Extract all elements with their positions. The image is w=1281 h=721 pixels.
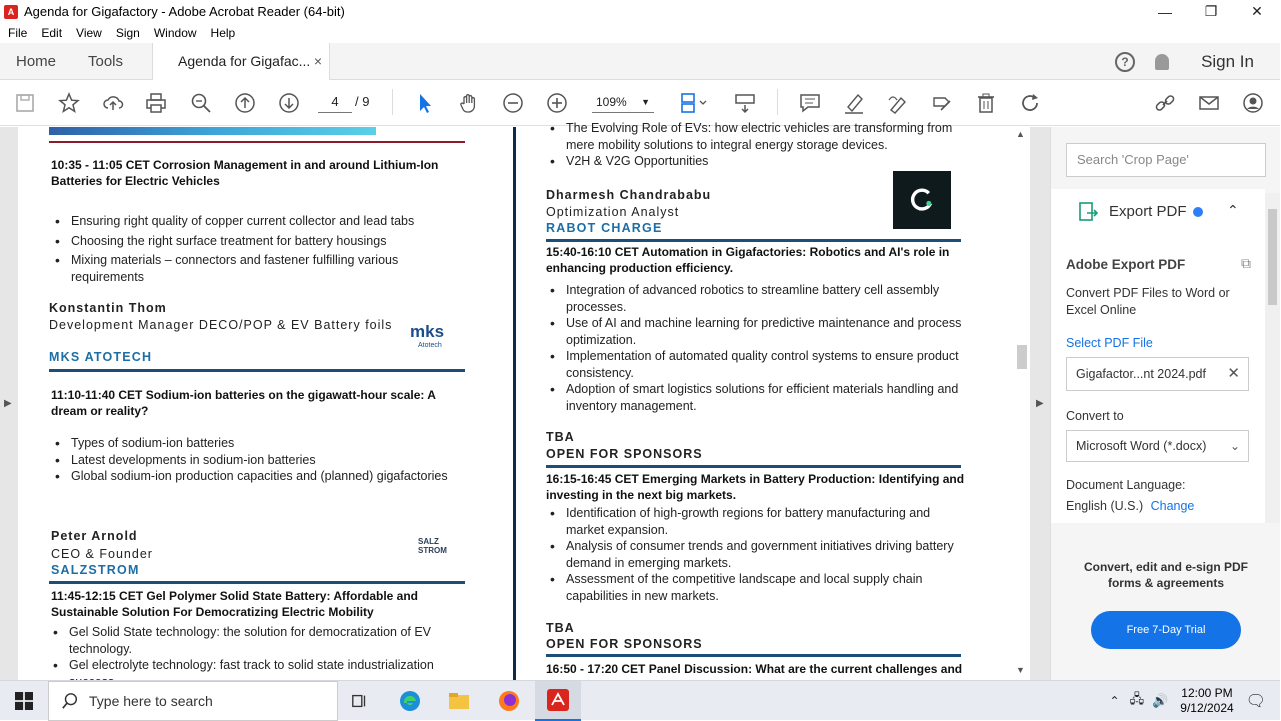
selected-file (1066, 357, 1249, 391)
rotate-icon[interactable] (1018, 91, 1042, 115)
session-bullets (546, 505, 966, 604)
system-tray (1110, 681, 1280, 721)
print-icon[interactable] (144, 91, 168, 115)
remove-file-icon[interactable]: ✕ (1227, 365, 1240, 382)
list-item: • Integration of advanced robotics to streamline battery cell assembly processes. (546, 282, 986, 315)
session-title: 15:40-16:10 CET Automation in Gigafactories: Robotics and AI's role in enhancing production efficiency. (546, 245, 950, 275)
menu-file[interactable]: File (8, 26, 28, 40)
list-item: • Choosing the right surface treatment for battery housings (51, 233, 461, 250)
notifications-icon[interactable]: 🗨 (1245, 693, 1266, 710)
menu-edit[interactable]: Edit (41, 26, 63, 40)
speaker-role: Development Manager DECO/POP & EV Battery foils (49, 318, 393, 332)
acrobat-taskbar-icon[interactable] (535, 681, 581, 721)
pdf-page (18, 121, 1030, 680)
zoom-level-value: 109% (596, 95, 627, 109)
document-language-row (1066, 498, 1194, 515)
session-title: 11:45-12:15 CET Gel Polymer Solid State Battery: Affordable and Sustainable Solution For Democratizing Electric Mobility (51, 589, 418, 619)
menu-help[interactable]: Help (210, 26, 236, 40)
sign-in-button[interactable]: Sign In (1201, 51, 1254, 71)
acrobat-app-icon: A (4, 5, 18, 19)
info-dot-icon (1193, 207, 1203, 217)
list-item: • Identification of high-growth regions for battery manufacturing and market expansion. (546, 505, 966, 538)
change-language-link[interactable]: Change (1150, 499, 1195, 513)
list-item: • Mixing materials – connectors and fastener fulfilling various requirements (51, 252, 461, 285)
delete-trash-icon[interactable] (974, 91, 998, 115)
speaker-company: SALZSTROM (51, 563, 140, 577)
document-language-label: Document Language: (1066, 478, 1186, 492)
scroll-down-icon[interactable]: ▼ (1016, 665, 1025, 675)
mks-atotech-logo: mks Atotech (410, 322, 445, 349)
export-heading: Adobe Export PDF (1066, 257, 1186, 272)
window-title: Agenda for Gigafactory - Adobe Acrobat Reader (64-bit) (24, 4, 345, 19)
page-display-icon[interactable] (678, 91, 712, 115)
convert-to-label: Convert to (1066, 409, 1124, 423)
session-title: 16:50 - 17:20 CET Panel Discussion: What are the current challenges and (546, 662, 963, 676)
export-description: Convert PDF Files to Word or Excel Online (1066, 286, 1230, 317)
taskbar-search[interactable] (48, 681, 338, 721)
zoom-out-icon[interactable] (501, 91, 525, 115)
clock-time: 12:00 PM (1181, 686, 1233, 700)
tba-label: TBA (546, 430, 575, 444)
section-rule (546, 465, 961, 468)
sponsor-label: OPEN FOR SPONSORS (546, 447, 703, 461)
list-item: • Adoption of smart logistics solutions for efficient materials handling and inventory management. (546, 381, 986, 414)
zoom-search-icon[interactable] (189, 91, 213, 115)
section-rule (49, 369, 465, 372)
menu-view[interactable]: View (76, 26, 102, 40)
list-item: • Assessment of the competitive landscape and local supply chain capabilities in new markets. (546, 571, 966, 604)
document-scrollbar[interactable] (1013, 127, 1030, 680)
expand-left-panel-icon[interactable]: ▶ (4, 398, 12, 409)
banner-graphic (49, 127, 376, 135)
export-pdf-icon (1077, 201, 1099, 223)
section-rule (49, 141, 465, 143)
task-view-icon[interactable] (346, 687, 374, 715)
section-rule (49, 581, 465, 584)
tool-search-input[interactable]: Search 'Crop Page' (1066, 143, 1266, 177)
firefox-icon[interactable] (495, 687, 523, 715)
previous-page-icon[interactable] (233, 91, 257, 115)
speaker-name: Konstantin Thom (49, 301, 167, 315)
list-item: • Gel electrolyte technology: fast track to solid state industrialization (49, 657, 469, 690)
title-bar (0, 0, 1280, 23)
tab-document[interactable] (152, 43, 330, 81)
list-item: • Latest developments in sodium-ion batteries (51, 452, 461, 469)
network-icon[interactable]: 🖧 (1129, 691, 1145, 706)
scroll-up-icon[interactable]: ▲ (1016, 129, 1025, 139)
windows-start-icon[interactable] (0, 681, 48, 721)
session-bullets (546, 282, 986, 414)
speaker-company: RABOT CHARGE (546, 221, 663, 235)
list-item: • Ensuring right quality of copper current collector and lead tabs (51, 213, 461, 230)
toolbar-separator (777, 89, 778, 115)
chevron-down-icon: ▼ (641, 97, 650, 107)
taskbar-search-placeholder: Type here to search (89, 693, 213, 709)
speaker-role: Optimization Analyst (546, 205, 680, 219)
zoom-in-icon[interactable] (545, 91, 569, 115)
list-item: • Use of AI and machine learning for predictive maintenance and process optimization. (546, 315, 986, 348)
free-trial-button[interactable]: Free 7-Day Trial (1091, 611, 1241, 649)
bookmark-star-icon[interactable] (57, 91, 81, 115)
sponsor-label: OPEN FOR SPONSORS (546, 637, 703, 651)
minimize-button[interactable]: — (1158, 3, 1172, 20)
search-icon (61, 692, 79, 710)
section-rule (546, 654, 961, 657)
upload-cloud-icon[interactable] (101, 91, 125, 115)
document-language-value: English (U.S.) (1066, 499, 1144, 513)
select-pdf-file-link[interactable]: Select PDF File (1066, 336, 1153, 350)
list-item: • V2H & V2G Opportunities (546, 153, 966, 170)
volume-icon[interactable]: 🔊 (1152, 693, 1169, 708)
scroll-thumb[interactable] (1017, 345, 1027, 369)
chevron-down-icon: ⌄ (1229, 439, 1240, 453)
list-item: • Types of sodium-ion batteries (51, 435, 461, 452)
speaker-name: Dharmesh Chandrababu (546, 188, 712, 202)
help-icon[interactable]: ? (1115, 52, 1135, 72)
email-icon[interactable] (1197, 91, 1221, 115)
panel-scroll-thumb[interactable] (1268, 209, 1277, 305)
convert-format-value: Microsoft Word (*.docx) (1076, 439, 1207, 453)
fill-sign-icon[interactable] (930, 91, 954, 115)
menu-sign[interactable]: Sign (115, 26, 140, 40)
draw-freehand-icon[interactable] (886, 91, 910, 115)
close-window-button[interactable]: ✕ (1251, 3, 1263, 19)
chevron-up-icon[interactable]: ⌃ (1227, 202, 1239, 218)
promo-text: Convert, edit and e-sign PDF forms & agreements (1083, 560, 1248, 590)
list-item: • Implementation of automated quality control systems to ensure product consistency. (546, 348, 986, 381)
list-item: • The Evolving Role of EVs: how electric vehicles are transforming from mere mobility solutions to integral energy storage devices. (546, 120, 966, 153)
clock[interactable] (1180, 686, 1233, 716)
rabot-charge-logo (893, 171, 951, 229)
file-name: Gigafactor...nt 2024.pdf (1076, 367, 1206, 381)
close-tab-icon[interactable]: × (313, 53, 322, 69)
speaker-name: Peter Arnold (51, 529, 138, 543)
panel-scrollbar[interactable] (1265, 193, 1280, 523)
session-title: 11:10-11:40 CET Sodium-ion batteries on the gigawatt-hour scale: A dream or reality? (51, 388, 436, 418)
salzstrom-logo: SALZ STROM (418, 537, 447, 555)
speaker-company: MKS ATOTECH (49, 350, 153, 364)
hand-tool-icon[interactable] (457, 91, 481, 115)
copy-icon[interactable]: ⧉ (1241, 255, 1251, 271)
session-bullets (546, 120, 966, 170)
highlight-pen-icon[interactable] (842, 91, 866, 115)
session-bullets (51, 213, 461, 285)
page-number-input[interactable]: 4 (318, 91, 352, 113)
next-page-icon[interactable] (277, 91, 301, 115)
page-total: / 9 (355, 94, 370, 109)
speaker-role: CEO & Founder (51, 547, 153, 561)
menu-window[interactable]: Window (153, 26, 197, 40)
tools-pane (1050, 127, 1280, 680)
collapse-right-panel-icon[interactable]: ▶ (1036, 398, 1044, 409)
section-rule (546, 239, 961, 242)
export-pdf-panel (1051, 189, 1265, 523)
maximize-button[interactable]: ❐ (1204, 3, 1218, 19)
tba-label: TBA (546, 621, 575, 635)
save-icon[interactable] (13, 91, 37, 115)
notification-bell-icon[interactable] (1155, 54, 1169, 70)
select-cursor-icon[interactable] (413, 91, 437, 115)
zoom-level-select[interactable] (592, 91, 654, 113)
tab-home[interactable]: Home (16, 53, 57, 70)
menu-bar (0, 23, 1280, 43)
list-item: • Analysis of consumer trends and government initiatives driving battery demand in emerging markets. (546, 538, 966, 571)
tab-tools[interactable]: Tools (88, 53, 124, 70)
edge-browser-icon[interactable] (396, 687, 424, 715)
file-explorer-icon[interactable] (445, 687, 473, 715)
windows-taskbar (0, 680, 1280, 720)
list-item: • Global sodium-ion production capacities and (planned) gigafactories (51, 468, 461, 485)
list-item: • Gel Solid State technology: the solution for democratization of EV technology. (49, 624, 469, 657)
session-bullets (51, 435, 461, 485)
tray-chevron-up-icon[interactable]: ⌃ (1109, 694, 1120, 708)
export-pdf-title[interactable]: Export PDF (1109, 203, 1187, 220)
tab-bar (0, 43, 1280, 80)
convert-format-select[interactable] (1066, 430, 1249, 462)
scroll-mode-icon[interactable] (733, 91, 757, 115)
share-link-icon[interactable] (1153, 91, 1177, 115)
toolbar-separator (392, 89, 393, 115)
tab-document-label: Agenda for Gigafac... (178, 53, 311, 69)
clock-date: 9/12/2024 (1180, 701, 1234, 715)
session-title: 16:15-16:45 CET Emerging Markets in Battery Production: Identifying and investing in the next big markets. (546, 472, 965, 502)
comment-icon[interactable] (798, 91, 822, 115)
column-divider (513, 127, 516, 680)
account-user-icon[interactable] (1241, 91, 1265, 115)
session-title: 10:35 - 11:05 CET Corrosion Management in and around Lithium-Ion Batteries for Electric Vehicles (51, 158, 439, 188)
